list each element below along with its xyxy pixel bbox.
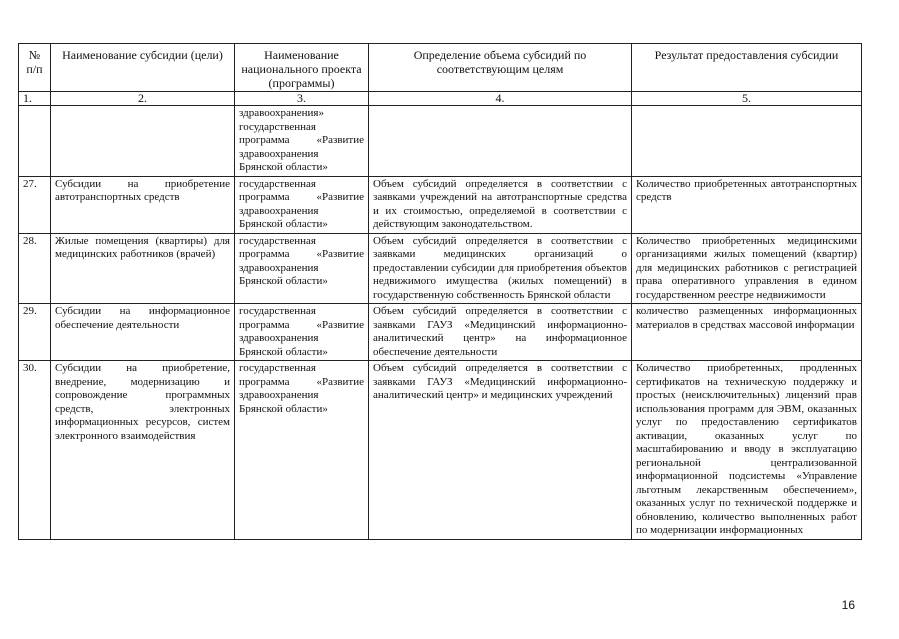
header-row xyxy=(19,44,862,92)
row-result xyxy=(632,106,862,177)
row-volume: Объем субсидий определяется в соответствии с заявками ГАУЗ «Медицинский информационно-аналитический центр» на информационное обеспечение деятельности xyxy=(369,304,632,361)
row-name xyxy=(51,106,235,177)
row-num: 28. xyxy=(19,233,51,304)
row-project: государственная программа «Развитие здравоохранения Брянской области» xyxy=(235,361,369,540)
table-row xyxy=(19,361,862,540)
col-number-2: 2. xyxy=(51,92,235,106)
table-row xyxy=(19,304,862,361)
column-number-row xyxy=(19,92,862,106)
row-result: Количество приобретенных медицинскими организациями жилых помещений (квартир) для медицинских работников с регистрацией права оперативного управления в едином государственном реестре недвижимости xyxy=(632,233,862,304)
row-num: 27. xyxy=(19,176,51,233)
row-result: Количество приобретенных, продленных сертификатов на техническую поддержку и простых (неисключительных) лицензий прав использования программ для ЭВМ, оказанных услуг по предоставлению сертификатов активации, оказанных услуг по масштабированию и вводу в эксплуатацию региональной централизованной информационной подсистемы «Управление льготным лекарственным обеспечением», оказанных услуг по технической поддержке и обновлению, количество выполненных работ по модернизации информационных xyxy=(632,361,862,540)
table-row xyxy=(19,176,862,233)
col-number-3: 3. xyxy=(235,92,369,106)
col-number-1: 1. xyxy=(19,92,51,106)
row-result: Количество приобретенных автотранспортных средств xyxy=(632,176,862,233)
row-num: 30. xyxy=(19,361,51,540)
row-num xyxy=(19,106,51,177)
row-num: 29. xyxy=(19,304,51,361)
header-num: № п/п xyxy=(19,44,51,92)
row-project: государственная программа «Развитие здравоохранения Брянской области» xyxy=(235,304,369,361)
header-project: Наименование национального проекта (программы) xyxy=(235,44,369,92)
row-name: Субсидии на информационное обеспечение деятельности xyxy=(51,304,235,361)
row-volume: Объем субсидий определяется в соответствии с заявками учреждений на автотранспортные средства и их стоимостью, определяемой в соответствии с действующим законодательством. xyxy=(369,176,632,233)
header-name: Наименование субсидии (цели) xyxy=(51,44,235,92)
row-project: государственная программа «Развитие здравоохранения Брянской области» xyxy=(235,176,369,233)
col-number-5: 5. xyxy=(632,92,862,106)
row-result: количество размещенных информационных материалов в средствах массовой информации xyxy=(632,304,862,361)
page-number: 16 xyxy=(841,598,855,612)
header-result: Результат предоставления субсидии xyxy=(632,44,862,92)
row-volume: Объем субсидий определяется в соответствии с заявками медицинских организаций о предоставлении субсидии для приобретения объектов недвижимого имущества (жилых помещений) в государственную собственность Брянской области xyxy=(369,233,632,304)
header-volume: Определение объема субсидий по соответствующим целям xyxy=(369,44,632,92)
subsidy-table xyxy=(18,43,862,540)
row-volume xyxy=(369,106,632,177)
row-project: государственная программа «Развитие здравоохранения Брянской области» xyxy=(235,233,369,304)
row-name: Жилые помещения (квартиры) для медицинских работников (врачей) xyxy=(51,233,235,304)
row-project: здравоохранения» государственная программа «Развитие здравоохранения Брянской области» xyxy=(235,106,369,177)
col-number-4: 4. xyxy=(369,92,632,106)
row-name: Субсидии на приобретение, внедрение, модернизацию и сопровождение программных средств, электронных информационных ресурсов, систем электронного взаимодействия xyxy=(51,361,235,540)
table-row xyxy=(19,106,862,177)
row-volume: Объем субсидий определяется в соответствии с заявками ГАУЗ «Медицинский информационно-аналитический центр» и медицинских учреждений xyxy=(369,361,632,540)
table-row xyxy=(19,233,862,304)
row-name: Субсидии на приобретение автотранспортных средств xyxy=(51,176,235,233)
